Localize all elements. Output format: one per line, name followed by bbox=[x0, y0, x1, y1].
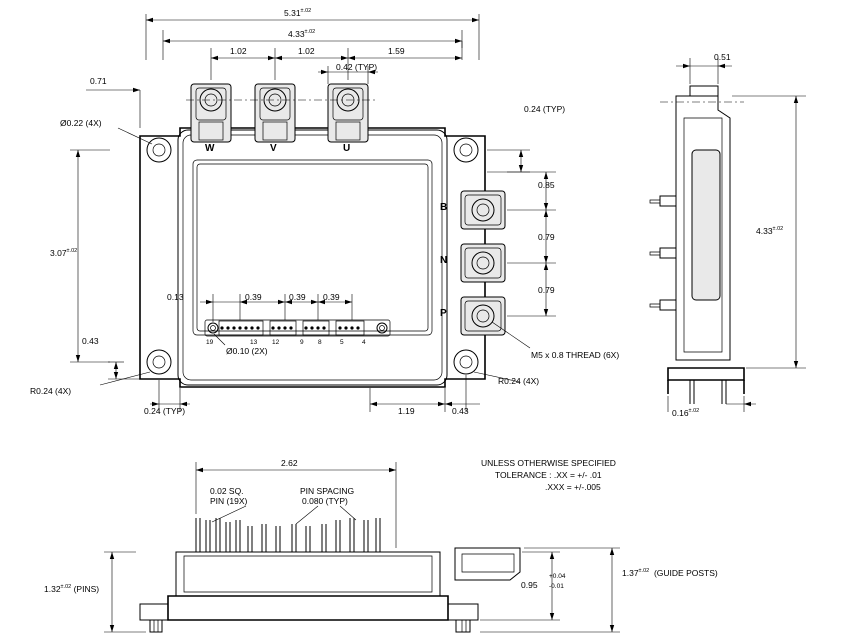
dim-b-to-n: 0.85 bbox=[538, 180, 555, 190]
dim-body-height: $3.07^{\pm.02}$ bbox=[50, 247, 78, 258]
pin-number-5: 5 bbox=[340, 339, 344, 346]
dim-body-height-tol-plus: +0.04 bbox=[549, 573, 566, 580]
dim-n-to-p: 0.79 bbox=[538, 232, 555, 242]
dim-pin-step-1: 0.39 bbox=[245, 292, 262, 302]
pin-number-8: 8 bbox=[318, 339, 322, 346]
dim-body-height-tol-minus: -0.01 bbox=[549, 583, 564, 590]
dim-left-edge: 0.71 bbox=[90, 76, 107, 86]
dim-p-to-bottom: 0.79 bbox=[538, 285, 555, 295]
dim-span-u-right: 1.59 bbox=[388, 46, 405, 56]
note-pin-spacing-line2: 0.080 (TYP) bbox=[302, 496, 348, 506]
pin-number-4: 4 bbox=[362, 339, 366, 346]
dim-body-height-bottom: 0.95 bbox=[521, 580, 538, 590]
dim-side-height: $4.33^{\pm.02}$ bbox=[756, 225, 784, 236]
pin-number-12: 12 bbox=[272, 339, 280, 346]
pin-number-19: 19 bbox=[206, 339, 214, 346]
dim-pin-step-2: 0.39 bbox=[289, 292, 306, 302]
dim-pin-field-width: 2.62 bbox=[281, 458, 298, 468]
dim-terminal-width: 0.42 (TYP) bbox=[336, 62, 378, 72]
dim-bottom-right: 0.43 bbox=[452, 406, 469, 416]
dim-overall-width: $5.31^{\pm.02}$ bbox=[284, 7, 312, 18]
callout-pin-hole: Ø0.10 (2X) bbox=[226, 346, 268, 356]
terminal-label-v: V bbox=[270, 143, 277, 154]
note-line-1: UNLESS OTHERWISE SPECIFIED bbox=[481, 458, 616, 468]
note-line-3: .XXX = +/-.005 bbox=[545, 482, 601, 492]
dim-pin-first: 0.13 bbox=[167, 292, 184, 302]
dim-right-typ: 0.24 (TYP) bbox=[524, 104, 566, 114]
pin-number-9: 9 bbox=[300, 339, 304, 346]
dim-inner-width: $4.33^{\pm.02}$ bbox=[288, 28, 316, 39]
terminal-label-p: P bbox=[440, 308, 447, 319]
terminal-label-n: N bbox=[440, 255, 448, 266]
note-line-2: TOLERANCE : .XX = +/- .01 bbox=[495, 470, 602, 480]
dim-left-height: $1.32^{\pm.02}$ (PINS) bbox=[44, 583, 100, 594]
terminal-label-u: U bbox=[343, 143, 351, 154]
callout-mounting-hole: Ø0.22 (4X) bbox=[60, 118, 102, 128]
dim-base-thickness: $0.16^{\pm.02}$ bbox=[672, 407, 700, 418]
note-pin-size-line1: 0.02 SQ. bbox=[210, 486, 244, 496]
note-pin-spacing-line1: PIN SPACING bbox=[300, 486, 355, 496]
callout-radius-left: R0.24 (4X) bbox=[30, 386, 72, 396]
dim-pin-step-3: 0.39 bbox=[323, 292, 340, 302]
pin-number-13: 13 bbox=[250, 339, 258, 346]
callout-radius-right: R0.24 (4X) bbox=[498, 376, 540, 386]
terminal-label-b: B bbox=[440, 202, 448, 213]
dim-span-v-u: 1.02 bbox=[298, 46, 315, 56]
dim-bottom-typ: 0.24 (TYP) bbox=[144, 406, 186, 416]
dim-right-height: $1.37^{\pm.02}$ (GUIDE POSTS) bbox=[622, 567, 718, 578]
dim-span-w-v: 1.02 bbox=[230, 46, 247, 56]
terminal-label-w: W bbox=[205, 143, 215, 154]
callout-thread: M5 x 0.8 THREAD (6X) bbox=[531, 350, 620, 360]
dim-bottom-left: 0.43 bbox=[82, 336, 99, 346]
note-pin-size-line2: PIN (19X) bbox=[210, 496, 248, 506]
dim-bottom-span: 1.19 bbox=[398, 406, 415, 416]
dim-side-top-thickness: 0.51 bbox=[714, 52, 731, 62]
